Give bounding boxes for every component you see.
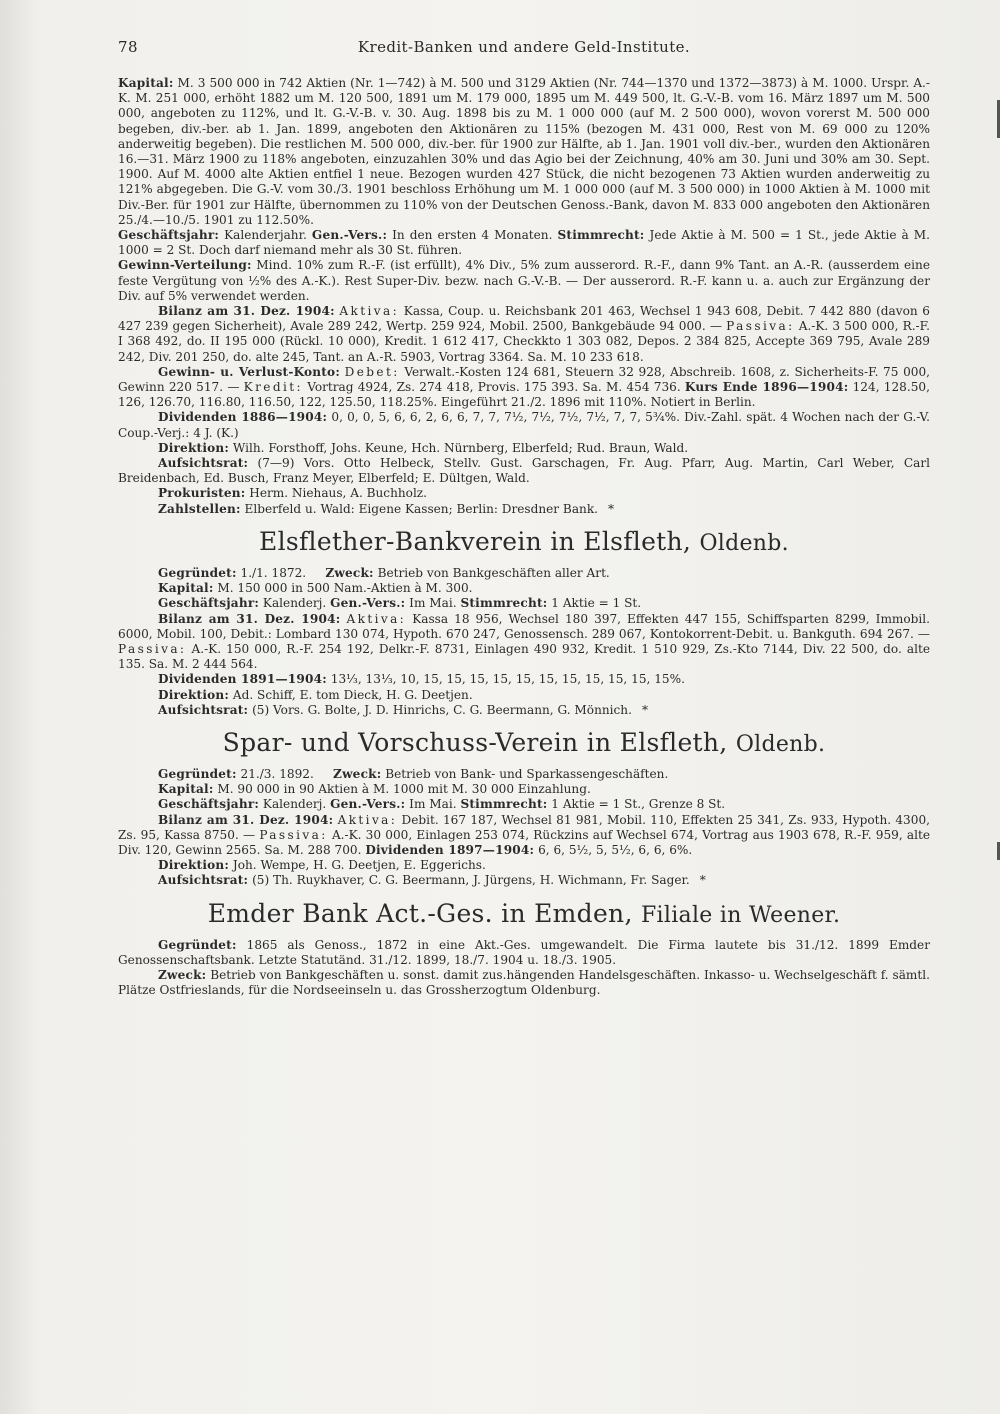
aktiva-label: Aktiva: bbox=[339, 304, 400, 319]
gewinn-verteilung-text: Mind. 10% zum R.-F. (ist erfüllt), 4% Div., 5% zum ausserord. R.-F., dann 9% Tant. an A.-R. (ausserdem eine feste Vergütung von ½% des A.-K.). Rest Super-Div. bezw. nach G.-V.-B. — Der ausserord. R.-F. kann u. a. auch zur Ergänzung der Div. auf 5% verwendet werden. bbox=[118, 258, 930, 303]
dividenden-label: Dividenden 1891—1904: bbox=[158, 672, 327, 687]
page-number: 78 bbox=[118, 38, 138, 56]
genvers-label: Gen.-Vers.: bbox=[330, 797, 406, 812]
bank-entry-continued bbox=[118, 76, 930, 517]
genvers-label: Gen.-Vers.: bbox=[330, 596, 406, 611]
company-location: Filiale in Weener. bbox=[640, 902, 841, 928]
gegruendet-label: Gegründet: bbox=[158, 766, 237, 781]
stimmrecht-text: 1 Aktie = 1 St., Grenze 8 St. bbox=[551, 797, 726, 812]
bank-entry bbox=[118, 898, 930, 999]
kurs-text: 124, 128.50, 126, 126.70, 116.80, 116.50, 122, 125.50, 118.25%. Eingeführt 21./2. 1896 mit 110%. Notiert in Berlin. bbox=[118, 380, 930, 410]
company-heading bbox=[118, 727, 930, 761]
dividenden-text: 0, 0, 0, 5, 6, 6, 2, 6, 6, 7, 7, 7½, 7½, 7½, 7½, 7, 7, 5¾%. Div.-Zahl. spät. 4 Wochen nach der G.-V. Coup.-Verj.: 4 J. (K.) bbox=[118, 410, 930, 440]
zweck-text: Betrieb von Bank- und Sparkassengeschäften. bbox=[385, 766, 669, 781]
direktion-text: Ad. Schiff, E. tom Dieck, H. G. Deetjen. bbox=[232, 687, 473, 702]
company-location: Oldenb. bbox=[735, 731, 826, 757]
passiva-text: A.-K. 3 500 000, R.-F. I 368 492, do. II 195 000 (Rückl. 10 000), Kredit. 1 612 417, Checkkto 1 303 082, Depos. 2 384 825, Accepte 369 795, Avale 289 242, Div. 201 250, do. alte 245, Tant. an A.-R. 5903, Vortrag 3364. Sa. M. 10 233 618. bbox=[118, 319, 930, 364]
passiva-text: A.-K. 30 000, Einlagen 253 074, Rückzins auf Wechsel 674, Vortrag aus 1903 678, R.-F. 959, alte Div. 120, Gewinn 2565. Sa. M. 288 700. bbox=[118, 827, 930, 857]
zweck-label: Zweck: bbox=[325, 565, 374, 580]
genvers-text: Im Mai. bbox=[409, 596, 457, 611]
page-header bbox=[118, 38, 930, 60]
page-content bbox=[118, 76, 930, 998]
company-name: Spar- und Vorschuss-Verein in Elsfleth, bbox=[222, 727, 728, 757]
geschaeftsjahr-label: Geschäftsjahr: bbox=[118, 228, 220, 243]
company-name: Elsflether-Bankverein in Elsfleth, bbox=[259, 526, 692, 556]
aufsichtsrat-text: (7—9) Vors. Otto Helbeck, Stellv. Gust. Garschagen, Fr. Aug. Pfarr, Aug. Martin, Carl Weber, Carl Breidenbach, Ed. Busch, Franz Meyer, Elberfeld; E. Dültgen, Wald. bbox=[118, 456, 930, 486]
kapital-text: M. 150 000 in 500 Nam.-Aktien à M. 300. bbox=[217, 581, 473, 596]
bank-entry bbox=[118, 727, 930, 889]
geschaeftsjahr-text: Kalenderj. bbox=[262, 596, 327, 611]
company-location: Oldenb. bbox=[699, 530, 789, 556]
aufsichtsrat-text: (5) Vors. G. Bolte, J. D. Hinrichs, C. G. Beermann, G. Mönnich. bbox=[252, 702, 632, 717]
genvers-label: Gen.-Vers.: bbox=[311, 228, 388, 243]
genvers-text: In den ersten 4 Monaten. bbox=[392, 228, 553, 243]
passiva-label: Passiva: bbox=[118, 641, 187, 656]
company-heading bbox=[118, 526, 930, 560]
passiva-text: A.-K. 150 000, R.-F. 254 192, Delkr.-F. 8731, Einlagen 490 932, Kredit. 1 510 929, Zs.-Kto 7144, Div. 22 500, do. alte 135. Sa. M. 2 444 564. bbox=[118, 641, 930, 672]
aktiva-text: Debit. 167 187, Wechsel 81 981, Mobil. 110, Effekten 25 341, Zs. 933, Hypoth. 4300, Zs. 95, Kassa 8750. — bbox=[118, 812, 930, 842]
gegruendet-text: 1865 als Genoss., 1872 in eine Akt.-Ges. umgewandelt. Die Firma lautete bis 31./12. 1899 Emder Genossenschaftsbank. Letzte Statutänd. 31./12. 1899, 18./7. 1904 u. 18./3. 1905. bbox=[118, 937, 930, 967]
zweck-label: Zweck: bbox=[333, 766, 382, 781]
aktiva-label: Aktiva: bbox=[346, 611, 407, 626]
aufsichtsrat-label: Aufsichtsrat: bbox=[158, 873, 249, 888]
kapital-text: M. 90 000 in 90 Aktien à M. 1000 mit M. 30 000 Einzahlung. bbox=[217, 782, 591, 797]
stimmrecht-label: Stimmrecht: bbox=[460, 596, 548, 611]
zweck-text: Betrieb von Bankgeschäften aller Art. bbox=[377, 565, 610, 580]
kapital-label: Kapital: bbox=[158, 782, 214, 797]
gegruendet-text: 21./3. 1892. bbox=[240, 766, 314, 781]
company-name: Emder Bank Act.-Ges. in Emden, bbox=[207, 898, 633, 928]
dividenden-label: Dividenden 1886—1904: bbox=[158, 410, 328, 425]
dividenden-text: 13⅓, 13⅓, 10, 15, 15, 15, 15, 15, 15, 15, 15, 15, 15, 15%. bbox=[330, 672, 685, 687]
entry-end-mark: * bbox=[608, 501, 615, 516]
stimmrecht-text: Jede Aktie à M. 500 = 1 St., jede Aktie à M. 1000 = 2 St. Doch darf niemand mehr als 30 St. führen. bbox=[118, 228, 930, 258]
aktiva-text: Kassa 18 956, Wechsel 180 397, Effekten 447 155, Schiffsparten 8299, Immobil. 6000, Mobil. 100, Debit.: Lombard 130 074, Hypoth. 670 247, Genossensch. 289 067, Kontokorrent-Debit. u. Bankguth. 694 267. — bbox=[118, 611, 930, 641]
running-title: Kredit-Banken und andere Geld-Institute. bbox=[357, 38, 691, 56]
dividenden-text: 6, 6, 5½, 5, 5½, 6, 6, 6%. bbox=[538, 842, 693, 857]
gegruendet-label: Gegründet: bbox=[158, 937, 237, 952]
stimmrecht-label: Stimmrecht: bbox=[557, 228, 645, 243]
kapital-text: M. 3 500 000 in 742 Aktien (Nr. 1—742) à M. 500 und 3129 Aktien (Nr. 744—1370 und 1372—3873) à M. 1000. Urspr. A.-K. M. 251 000, erhöht 1882 um M. 120 500, 1891 um M. 179 000, 1895 um M. 449 500, lt. G.-V.-B. vom 16. März 1897 um M. 500 000, angeboten zu 112%, und lt. G.-V.-B. v. 30. Aug. 1898 bis zu M. 1 000 000 (auf M. 2 500 000), wovon vorerst M. 500 000 begeben, div.-ber. ab 1. Jan. 1899, angeboten den Aktionären zu 115% (bezogen M. 431 000, Rest von M. 69 000 zu 120% anderweitig begeben). Die restlichen M. 500 000, div.-ber. für 1900 zur Hälfte, ab 1. Jan. 1901 voll div.-ber., wurden den Aktionären 16.—31. März 1900 zu 118% angeboten, einzuzahlen 30% und das Agio bei der Zeichnung, 40% am 30. Juni und 30% am 30. Sept. 1900. Auf M. 4000 alte Aktien entfiel 1 neue. Bezogen wurden 427 Stück, die nicht bezogenen 73 Aktien wurden anderweitig zu 121% abgegeben. Die G.-V. vom 30./3. 1901 beschloss Erhöhung um M. 1 000 000 (auf M. 3 500 000) in 1000 Aktien à M. 1000 mit Div.-Ber. für 1901 zur Hälfte, übernommen zu 110% von der Deutschen Genoss.-Bank, davon M. 833 000 angeboten den Aktionären 25./4.—10./5. 1901 zu 112.50%. bbox=[118, 76, 930, 227]
debet-label: Debet: bbox=[344, 364, 400, 379]
prokuristen-text: Herm. Niehaus, A. Buchholz. bbox=[249, 486, 428, 501]
direktion-label: Direktion: bbox=[158, 440, 230, 455]
company-heading bbox=[118, 898, 930, 932]
genvers-text: Im Mai. bbox=[409, 797, 457, 812]
kredit-label: Kredit: bbox=[243, 380, 303, 395]
aktiva-text: Kassa, Coup. u. Reichsbank 201 463, Wechsel 1 943 608, Debit. 7 442 880 (davon 6 427 239 gegen Sicherheit), Avale 289 242, Wertp. 259 924, Mobil. 2500, Bankgebäude 94 000. — bbox=[118, 304, 930, 334]
direktion-label: Direktion: bbox=[158, 858, 230, 873]
stimmrecht-text: 1 Aktie = 1 St. bbox=[551, 596, 642, 611]
aufsichtsrat-text: (5) Th. Ruykhaver, C. G. Beermann, J. Jürgens, H. Wichmann, Fr. Sager. bbox=[252, 873, 690, 888]
bilanz-label: Bilanz am 31. Dez. 1904: bbox=[158, 611, 341, 626]
geschaeftsjahr-label: Geschäftsjahr: bbox=[158, 797, 260, 812]
passiva-label: Passiva: bbox=[726, 319, 795, 334]
entry-end-mark: * bbox=[699, 873, 706, 888]
gewinn-verteilung-label: Gewinn-Verteilung: bbox=[118, 258, 252, 273]
zahlstellen-label: Zahlstellen: bbox=[158, 501, 241, 516]
aufsichtsrat-label: Aufsichtsrat: bbox=[158, 702, 249, 717]
gegruendet-text: 1./1. 1872. bbox=[240, 565, 307, 580]
aufsichtsrat-label: Aufsichtsrat: bbox=[158, 456, 249, 471]
debet-text: Verwalt.-Kosten 124 681, Steuern 32 928, Abschreib. 1608, z. Sicherheits-F. 75 000, Gewinn 220 517. — bbox=[118, 364, 930, 395]
bilanz-label: Bilanz am 31. Dez. 1904: bbox=[158, 304, 335, 319]
zweck-text: Betrieb von Bankgeschäften u. sonst. damit zus.hängenden Handelsgeschäften. Inkasso- u. Wechselgeschäft f. sämtl. Plätze Ostfrieslands, für die Nordseeinseln u. das Grossherzogtum Oldenburg. bbox=[118, 967, 930, 998]
prokuristen-label: Prokuristen: bbox=[158, 486, 246, 501]
passiva-label: Passiva: bbox=[259, 827, 328, 842]
kapital-label: Kapital: bbox=[158, 581, 214, 596]
direktion-text: Wilh. Forsthoff, Johs. Keune, Hch. Nürnberg, Elberfeld; Rud. Braun, Wald. bbox=[232, 440, 689, 455]
guv-label: Gewinn- u. Verlust-Konto: bbox=[158, 364, 340, 379]
bank-entry bbox=[118, 526, 930, 718]
gegruendet-label: Gegründet: bbox=[158, 565, 237, 580]
geschaeftsjahr-text: Kalenderjahr. bbox=[224, 228, 307, 243]
kapital-label: Kapital: bbox=[118, 76, 174, 90]
entry-end-mark: * bbox=[641, 702, 648, 717]
zweck-label: Zweck: bbox=[158, 967, 207, 982]
stimmrecht-label: Stimmrecht: bbox=[460, 797, 548, 812]
geschaeftsjahr-label: Geschäftsjahr: bbox=[158, 596, 260, 611]
direktion-label: Direktion: bbox=[158, 687, 230, 702]
zahlstellen-text: Elberfeld u. Wald: Eigene Kassen; Berlin: Dresdner Bank. bbox=[244, 501, 598, 516]
bilanz-label: Bilanz am 31. Dez. 1904: bbox=[158, 812, 334, 827]
dividenden-label: Dividenden 1897—1904: bbox=[365, 842, 535, 857]
kurs-label: Kurs Ende 1896—1904: bbox=[684, 380, 849, 395]
geschaeftsjahr-text: Kalenderj. bbox=[262, 797, 327, 812]
aktiva-label: Aktiva: bbox=[337, 812, 398, 827]
direktion-text: Joh. Wempe, H. G. Deetjen, E. Eggerichs. bbox=[232, 858, 486, 873]
kredit-text: Vortrag 4924, Zs. 274 418, Provis. 175 393. Sa. M. 454 736. bbox=[307, 380, 681, 395]
